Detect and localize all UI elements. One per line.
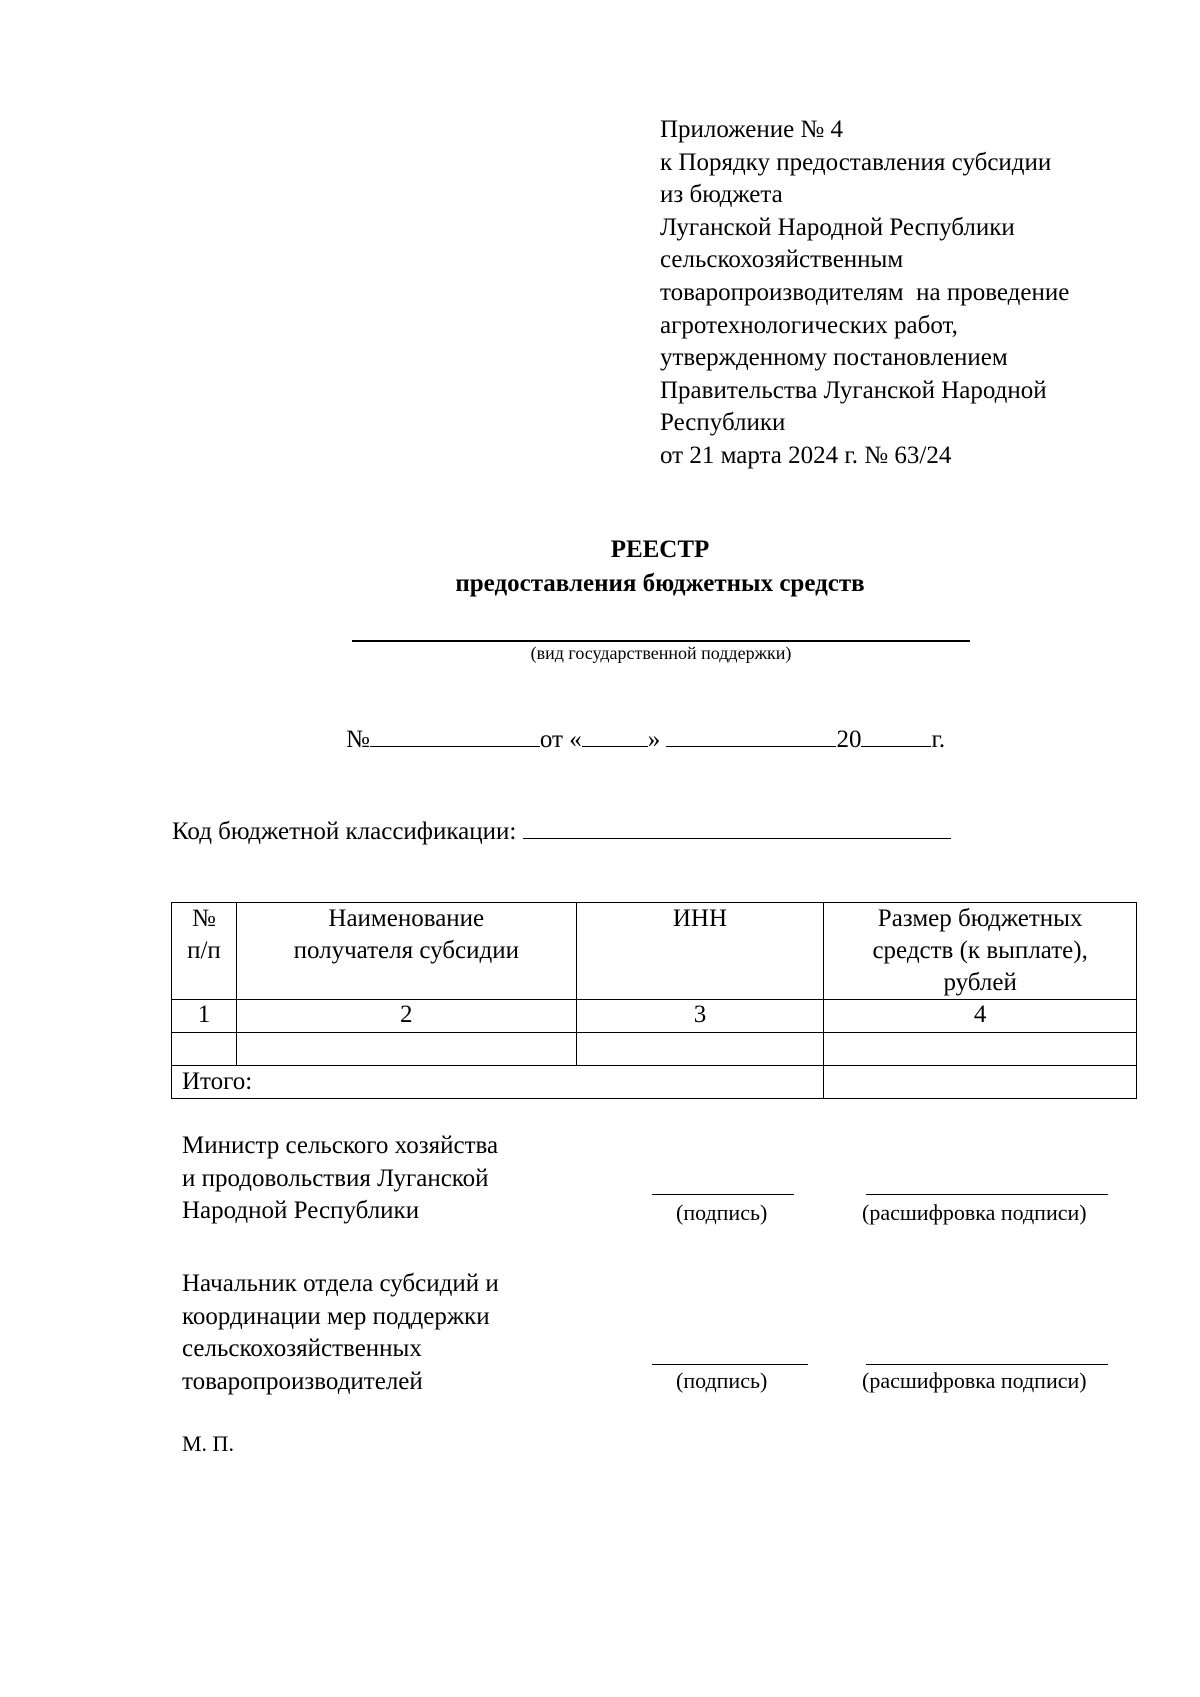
appendix-line: Правительства Луганской Народной xyxy=(660,376,1047,404)
appendix-line: Республики xyxy=(660,409,786,437)
table-cell[interactable] xyxy=(576,1033,824,1066)
date-from-label: от « xyxy=(539,726,582,753)
column-number-cell: 2 xyxy=(236,1000,576,1033)
total-row xyxy=(172,1066,1137,1099)
support-type-hint: (вид государственной поддержки) xyxy=(530,643,792,663)
signatory-2-signature-line[interactable] xyxy=(652,1350,808,1365)
signatory-1-role: Министр сельского хозяйства и продовольствия Луганской Народной Республики xyxy=(182,1132,499,1225)
year-field[interactable] xyxy=(861,722,931,747)
close-quote: » xyxy=(647,726,661,753)
appendix-line: Приложение № 4 xyxy=(660,116,844,143)
header-cell-recipient: Наименование получателя субсидии xyxy=(236,903,576,1000)
signatory-2-decode-hint: (расшифровка подписи) xyxy=(862,1368,1087,1393)
budget-code-label: Код бюджетной классификации: xyxy=(172,818,517,845)
total-label: Итого: xyxy=(172,1066,824,1099)
year-suffix: г. xyxy=(931,726,946,753)
month-field[interactable] xyxy=(666,722,836,747)
signatory-2-signature-hint: (подпись) xyxy=(676,1368,768,1393)
table-header-row xyxy=(172,903,1137,1000)
day-field[interactable] xyxy=(582,722,648,747)
appendix-block xyxy=(660,114,1069,473)
signatory-1-decode-hint: (расшифровка подписи) xyxy=(862,1200,1087,1225)
column-number-cell: 3 xyxy=(576,1000,824,1033)
column-number-cell: 4 xyxy=(824,1000,1137,1033)
table-cell[interactable] xyxy=(236,1033,576,1066)
budget-code-line xyxy=(172,814,951,846)
registry-table xyxy=(171,902,1137,1099)
header-cell-number: № п/п xyxy=(172,903,237,1000)
table-cell[interactable] xyxy=(824,1033,1137,1066)
total-value-cell[interactable] xyxy=(824,1066,1137,1099)
signatory-1-signature-line[interactable] xyxy=(652,1180,794,1195)
appendix-line: от 21 марта 2024 г. № 63/24 xyxy=(660,441,952,469)
signatory-2-decode-line[interactable] xyxy=(866,1350,1108,1365)
signatory-1-signature-hint: (подпись) xyxy=(676,1200,768,1225)
support-type-line[interactable] xyxy=(352,622,970,642)
number-date-line xyxy=(346,722,945,754)
appendix-line: товаропроизводителям на проведение xyxy=(660,278,1070,306)
column-number-cell: 1 xyxy=(172,1000,237,1033)
appendix-line: сельскохозяйственным xyxy=(660,246,904,274)
appendix-line: агротехнологических работ, xyxy=(660,311,958,339)
signatory-1-decode-line[interactable] xyxy=(866,1180,1108,1195)
column-number-row xyxy=(172,1000,1137,1033)
year-prefix: 20 xyxy=(836,726,862,753)
document-title: РЕЕСТР xyxy=(610,536,710,563)
appendix-line: к Порядку предоставления субсидии xyxy=(660,148,1052,176)
appendix-line: Луганской Народной Республики xyxy=(660,213,1015,241)
number-field[interactable] xyxy=(370,722,540,747)
table-row xyxy=(172,1033,1137,1066)
stamp-place: М. П. xyxy=(182,1431,234,1456)
header-cell-amount: Размер бюджетных средств (к выплате), рублей xyxy=(824,903,1137,1000)
header-cell-inn: ИНН xyxy=(576,903,824,1000)
appendix-line: утвержденному постановлением xyxy=(660,344,1008,372)
signatory-2-role: Начальник отдела субсидий и координации мер поддержки сельскохозяйственных товаропроизводителей xyxy=(182,1270,499,1395)
appendix-line: из бюджета xyxy=(660,181,783,209)
number-label: № xyxy=(346,726,370,753)
budget-code-field[interactable] xyxy=(523,814,951,839)
document-subtitle: предоставления бюджетных средств xyxy=(455,570,865,597)
table-cell[interactable] xyxy=(172,1033,237,1066)
